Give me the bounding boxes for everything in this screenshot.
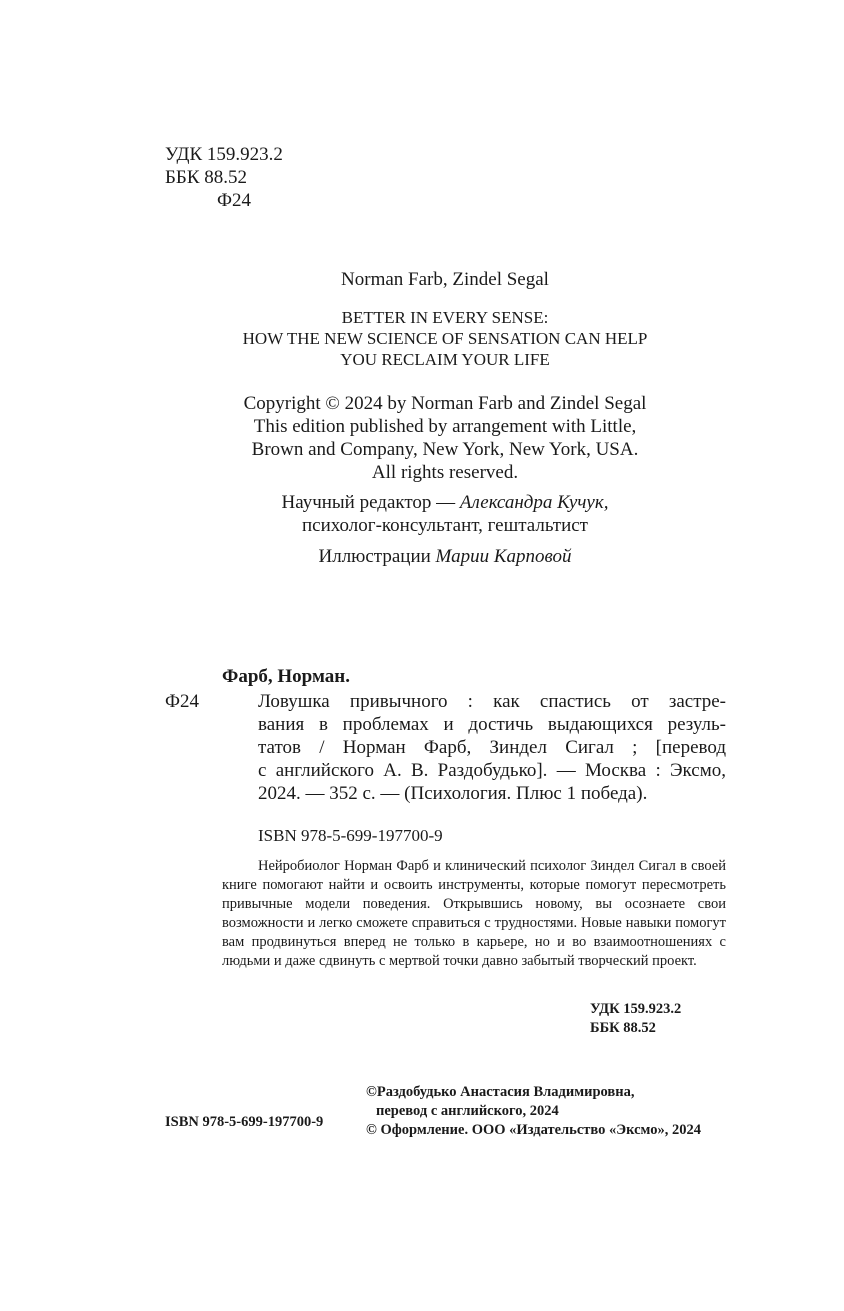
catalog-mark: Ф24 — [165, 691, 200, 712]
footer-copyrights — [366, 1083, 701, 1140]
editor-name: Александра Кучук, — [459, 492, 609, 513]
editor-role: психолог-консультант, гештальтист — [302, 515, 588, 536]
original-title-line: BETTER IN EVERY SENSE: — [341, 308, 549, 327]
author-mark: Ф24 — [217, 190, 252, 211]
translation-copyright-line1: ©Раздобудько Анастасия Владимировна, — [366, 1084, 635, 1100]
design-copyright: © Оформление. ООО «Издательство «Эксмо», 2024 — [366, 1122, 701, 1138]
original-authors: Norman Farb, Zindel Segal — [341, 269, 549, 290]
catalog-isbn: ISBN 978-5-699-197700-9 — [258, 826, 443, 845]
library-codes — [165, 143, 283, 212]
original-title — [175, 307, 715, 370]
catalog-line: вания в проблемах и достичь выдающихся резуль- — [258, 714, 726, 735]
copyright-block — [175, 392, 715, 484]
small-library-codes — [590, 1000, 723, 1038]
small-bbk-code: ББК 88.52 — [590, 1020, 656, 1036]
illustrations-prefix: Иллюстрации — [318, 546, 436, 567]
small-udk-code: УДК 159.923.2 — [590, 1001, 682, 1017]
translation-copyright-line2: перевод с английского, 2024 — [376, 1103, 559, 1119]
catalog-line: с английского А. В. Раздобудько]. — Москва : Эксмо, — [258, 760, 726, 781]
original-title-line: HOW THE NEW SCIENCE OF SENSATION CAN HELP — [242, 329, 648, 348]
credits-block — [175, 491, 715, 568]
catalog-line: 2024. — 352 с. — (Психология. Плюс 1 победа). — [258, 783, 648, 804]
editor-prefix: Научный редактор — — [281, 492, 460, 513]
original-title-line: YOU RECLAIM YOUR LIFE — [340, 350, 550, 369]
copyright-line: Copyright © 2024 by Norman Farb and Zindel Segal — [243, 393, 647, 414]
copyright-line: All rights reserved. — [371, 462, 519, 483]
scientific-editor — [175, 491, 715, 514]
bbk-code: ББК 88.52 — [165, 167, 247, 188]
footer-isbn: ISBN 978-5-699-197700-9 — [165, 1114, 324, 1130]
illustrator-name: Марии Карповой — [435, 546, 572, 567]
annotation-text: Нейробиолог Норман Фарб и клинический психолог Зиндел Сигал в своей книге помогают найти и освоить инструменты, которые помогут пересмотреть привычные модели поведения. Открывшись новому, вы осознаете свои возможности и легко сможете справиться с трудностями. Новые навыки помогут вам продвинуться вперед не только в карьере, но и во взаимоотношениях с людьми и даже сдвинуть с мертвой точки давно забытый творческий проект. — [222, 858, 726, 969]
catalog-line: татов / Норман Фарб, Зиндел Сигал ; [перевод — [258, 737, 726, 758]
udk-code: УДК 159.923.2 — [165, 144, 283, 165]
catalog-line: Ловушка привычного : как спастись от застре- — [258, 691, 726, 712]
copyright-line: This edition published by arrangement with Little, — [253, 416, 637, 437]
copyright-line: Brown and Company, New York, New York, USA. — [251, 439, 639, 460]
catalog-heading: Фарб, Норман. — [222, 666, 350, 687]
annotation — [222, 857, 726, 971]
catalog-entry — [258, 690, 726, 805]
illustrations-credit — [175, 545, 715, 568]
